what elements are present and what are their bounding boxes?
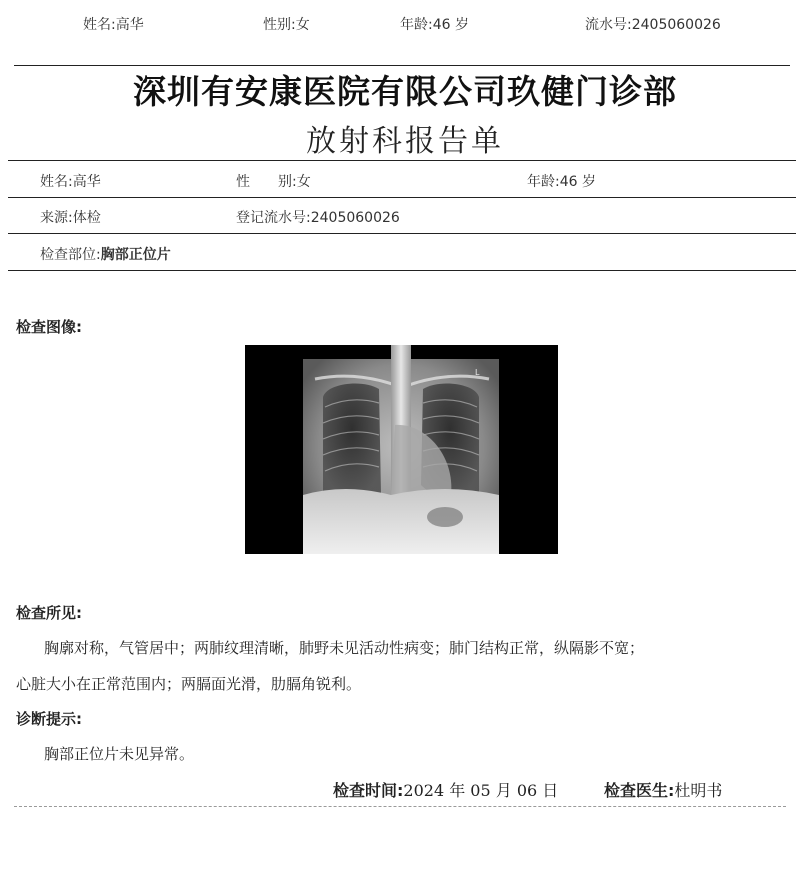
- diagnosis-text: 胸部正位片未见异常。: [44, 745, 195, 763]
- info-bottom-divider: [8, 270, 796, 271]
- info-name: 姓名:高华: [40, 174, 101, 190]
- footer-dotted-divider: [14, 806, 786, 807]
- report-subtitle: 放射科报告单: [306, 124, 504, 159]
- exam-doctor: 检查医生:杜明书: [604, 781, 723, 800]
- top-serial: 流水号:2405060026: [585, 17, 721, 33]
- info-divider-1: [8, 197, 796, 198]
- info-exam-part: 检查部位:胸部正位片: [40, 247, 171, 263]
- exam-time: 检查时间:2024 年 05 月 06 日: [333, 781, 559, 800]
- info-age: 年龄:46 岁: [527, 174, 596, 190]
- findings-line-2: 心脏大小在正常范围内；两膈面光滑，肋膈角锐利。: [16, 675, 362, 693]
- image-section-label: 检查图像:: [16, 318, 82, 336]
- info-source: 来源:体检: [40, 210, 101, 226]
- info-reg-no: 登记流水号:2405060026: [236, 210, 400, 226]
- findings-line-1: 胸廓对称，气管居中；两肺纹理清晰，肺野未见活动性病变；肺门结构正常，纵隔影不宽；: [44, 639, 645, 657]
- findings-label: 检查所见:: [16, 604, 82, 622]
- info-gender: 性 别:女: [236, 174, 311, 190]
- top-name: 姓名:高华: [83, 17, 144, 33]
- diagnosis-label: 诊断提示:: [16, 710, 82, 728]
- info-top-divider: [8, 160, 796, 161]
- xray-side-marker: L: [475, 368, 480, 377]
- hospital-title: 深圳有安康医院有限公司玖健门诊部: [133, 72, 677, 111]
- top-age: 年龄:46 岁: [400, 17, 469, 33]
- chest-xray-image: [245, 345, 558, 554]
- top-gender: 性别:女: [263, 17, 310, 33]
- info-divider-2: [8, 233, 796, 234]
